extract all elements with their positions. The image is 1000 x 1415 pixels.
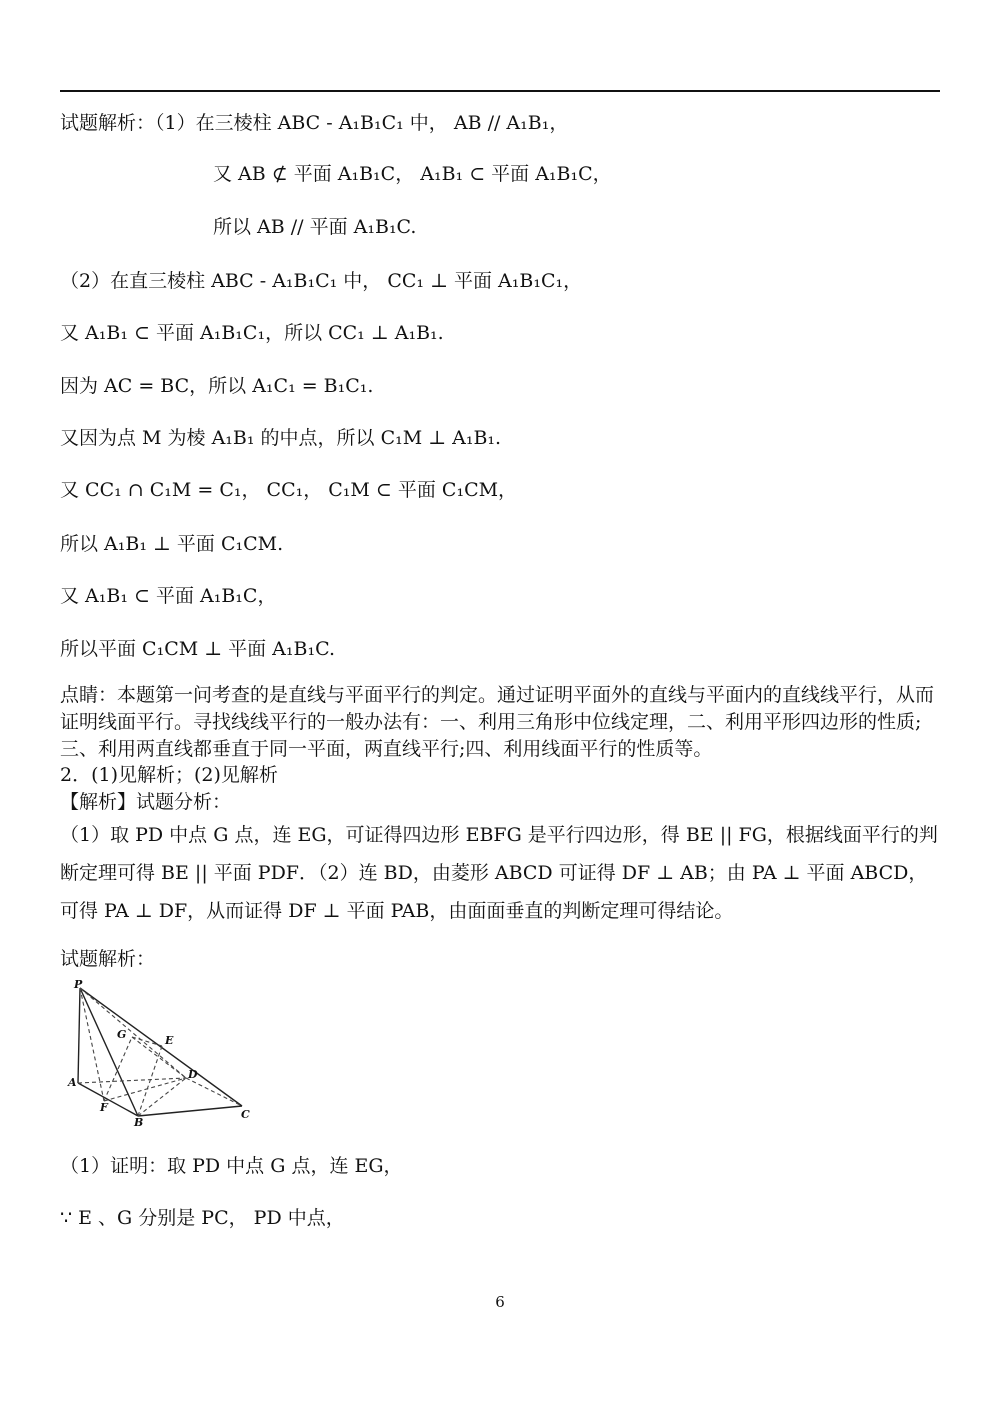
solution-line-11: 所以平面 C₁CM ⊥ 平面 A₁B₁C. [60, 638, 335, 660]
label-a: A [68, 1076, 77, 1089]
question-2-title: 2．(1)见解析；(2)见解析 [60, 764, 278, 786]
label-b: B [134, 1116, 144, 1128]
solution-line-7: 又因为点 M 为棱 A₁B₁ 的中点，所以 C₁M ⊥ A₁B₁. [60, 427, 502, 449]
label-e: E [165, 1034, 174, 1047]
solution-line-9: 所以 A₁B₁ ⊥ 平面 C₁CM. [60, 533, 284, 555]
solution-line-2: 又 AB ⊄ 平面 A₁B₁C， A₁B₁ ⊂ 平面 A₁B₁C， [213, 163, 612, 185]
solution-label: 试题解析： [60, 948, 156, 970]
proof-line-1: （1）证明：取 PD 中点 G 点，连 EG， [60, 1155, 403, 1177]
solution-line-6: 因为 AC = BC，所以 A₁C₁ = B₁C₁. [60, 375, 374, 397]
solution-line-5: 又 A₁B₁ ⊂ 平面 A₁B₁C₁，所以 CC₁ ⊥ A₁B₁. [60, 322, 444, 344]
page-number: 6 [495, 1293, 505, 1311]
label-c: C [241, 1108, 250, 1121]
solution-line-10: 又 A₁B₁ ⊂ 平面 A₁B₁C， [60, 585, 277, 607]
label-f: F [100, 1101, 108, 1114]
label-d: D [188, 1068, 198, 1081]
analysis-paragraph: （1）取 PD 中点 G 点，连 EG，可证得四边形 EBFG 是平行四边形，得 BE || FG，根据线面平行的判断定理可得 BE || 平面 PDF．（2）连 BD，由菱形 ABCD 可证得 DF ⊥ AB；由 PA ⊥ 平面 ABCD，可得 PA ⊥ DF，从而证得 DF ⊥ 平面 PAB，由面面垂直的判断定理可得结论。 [60, 824, 938, 922]
solution-line-1: 试题解析：（1）在三棱柱 ABC - A₁B₁C₁ 中， AB // A₁B₁， [60, 112, 569, 134]
proof-line-2: ∵ E 、G 分别是 PC， PD 中点， [60, 1207, 345, 1229]
pyramid-diagram [60, 978, 260, 1128]
comment-paragraph: 点睛：本题第一问考查的是直线与平面平行的判定。通过证明平面外的直线与平面内的直线线平行，从而证明线面平行。寻找线线平行的一般办法有：一、利用三角形中位线定理，二、利用平形四边形的性质;三、利用两直线都垂直于同一平面，两直线平行;四、利用线面平行的性质等。 [60, 684, 935, 760]
header-rule [60, 90, 940, 92]
label-p: P [74, 978, 83, 991]
analysis-label: 【解析】试题分析： [60, 791, 232, 813]
solution-line-8: 又 CC₁ ∩ C₁M = C₁， CC₁， C₁M ⊂ 平面 C₁CM， [60, 479, 518, 501]
solution-line-3: 所以 AB // 平面 A₁B₁C. [213, 216, 417, 238]
solution-line-4: （2）在直三棱柱 ABC - A₁B₁C₁ 中， CC₁ ⊥ 平面 A₁B₁C₁， [60, 270, 583, 292]
label-g: G [117, 1028, 127, 1041]
